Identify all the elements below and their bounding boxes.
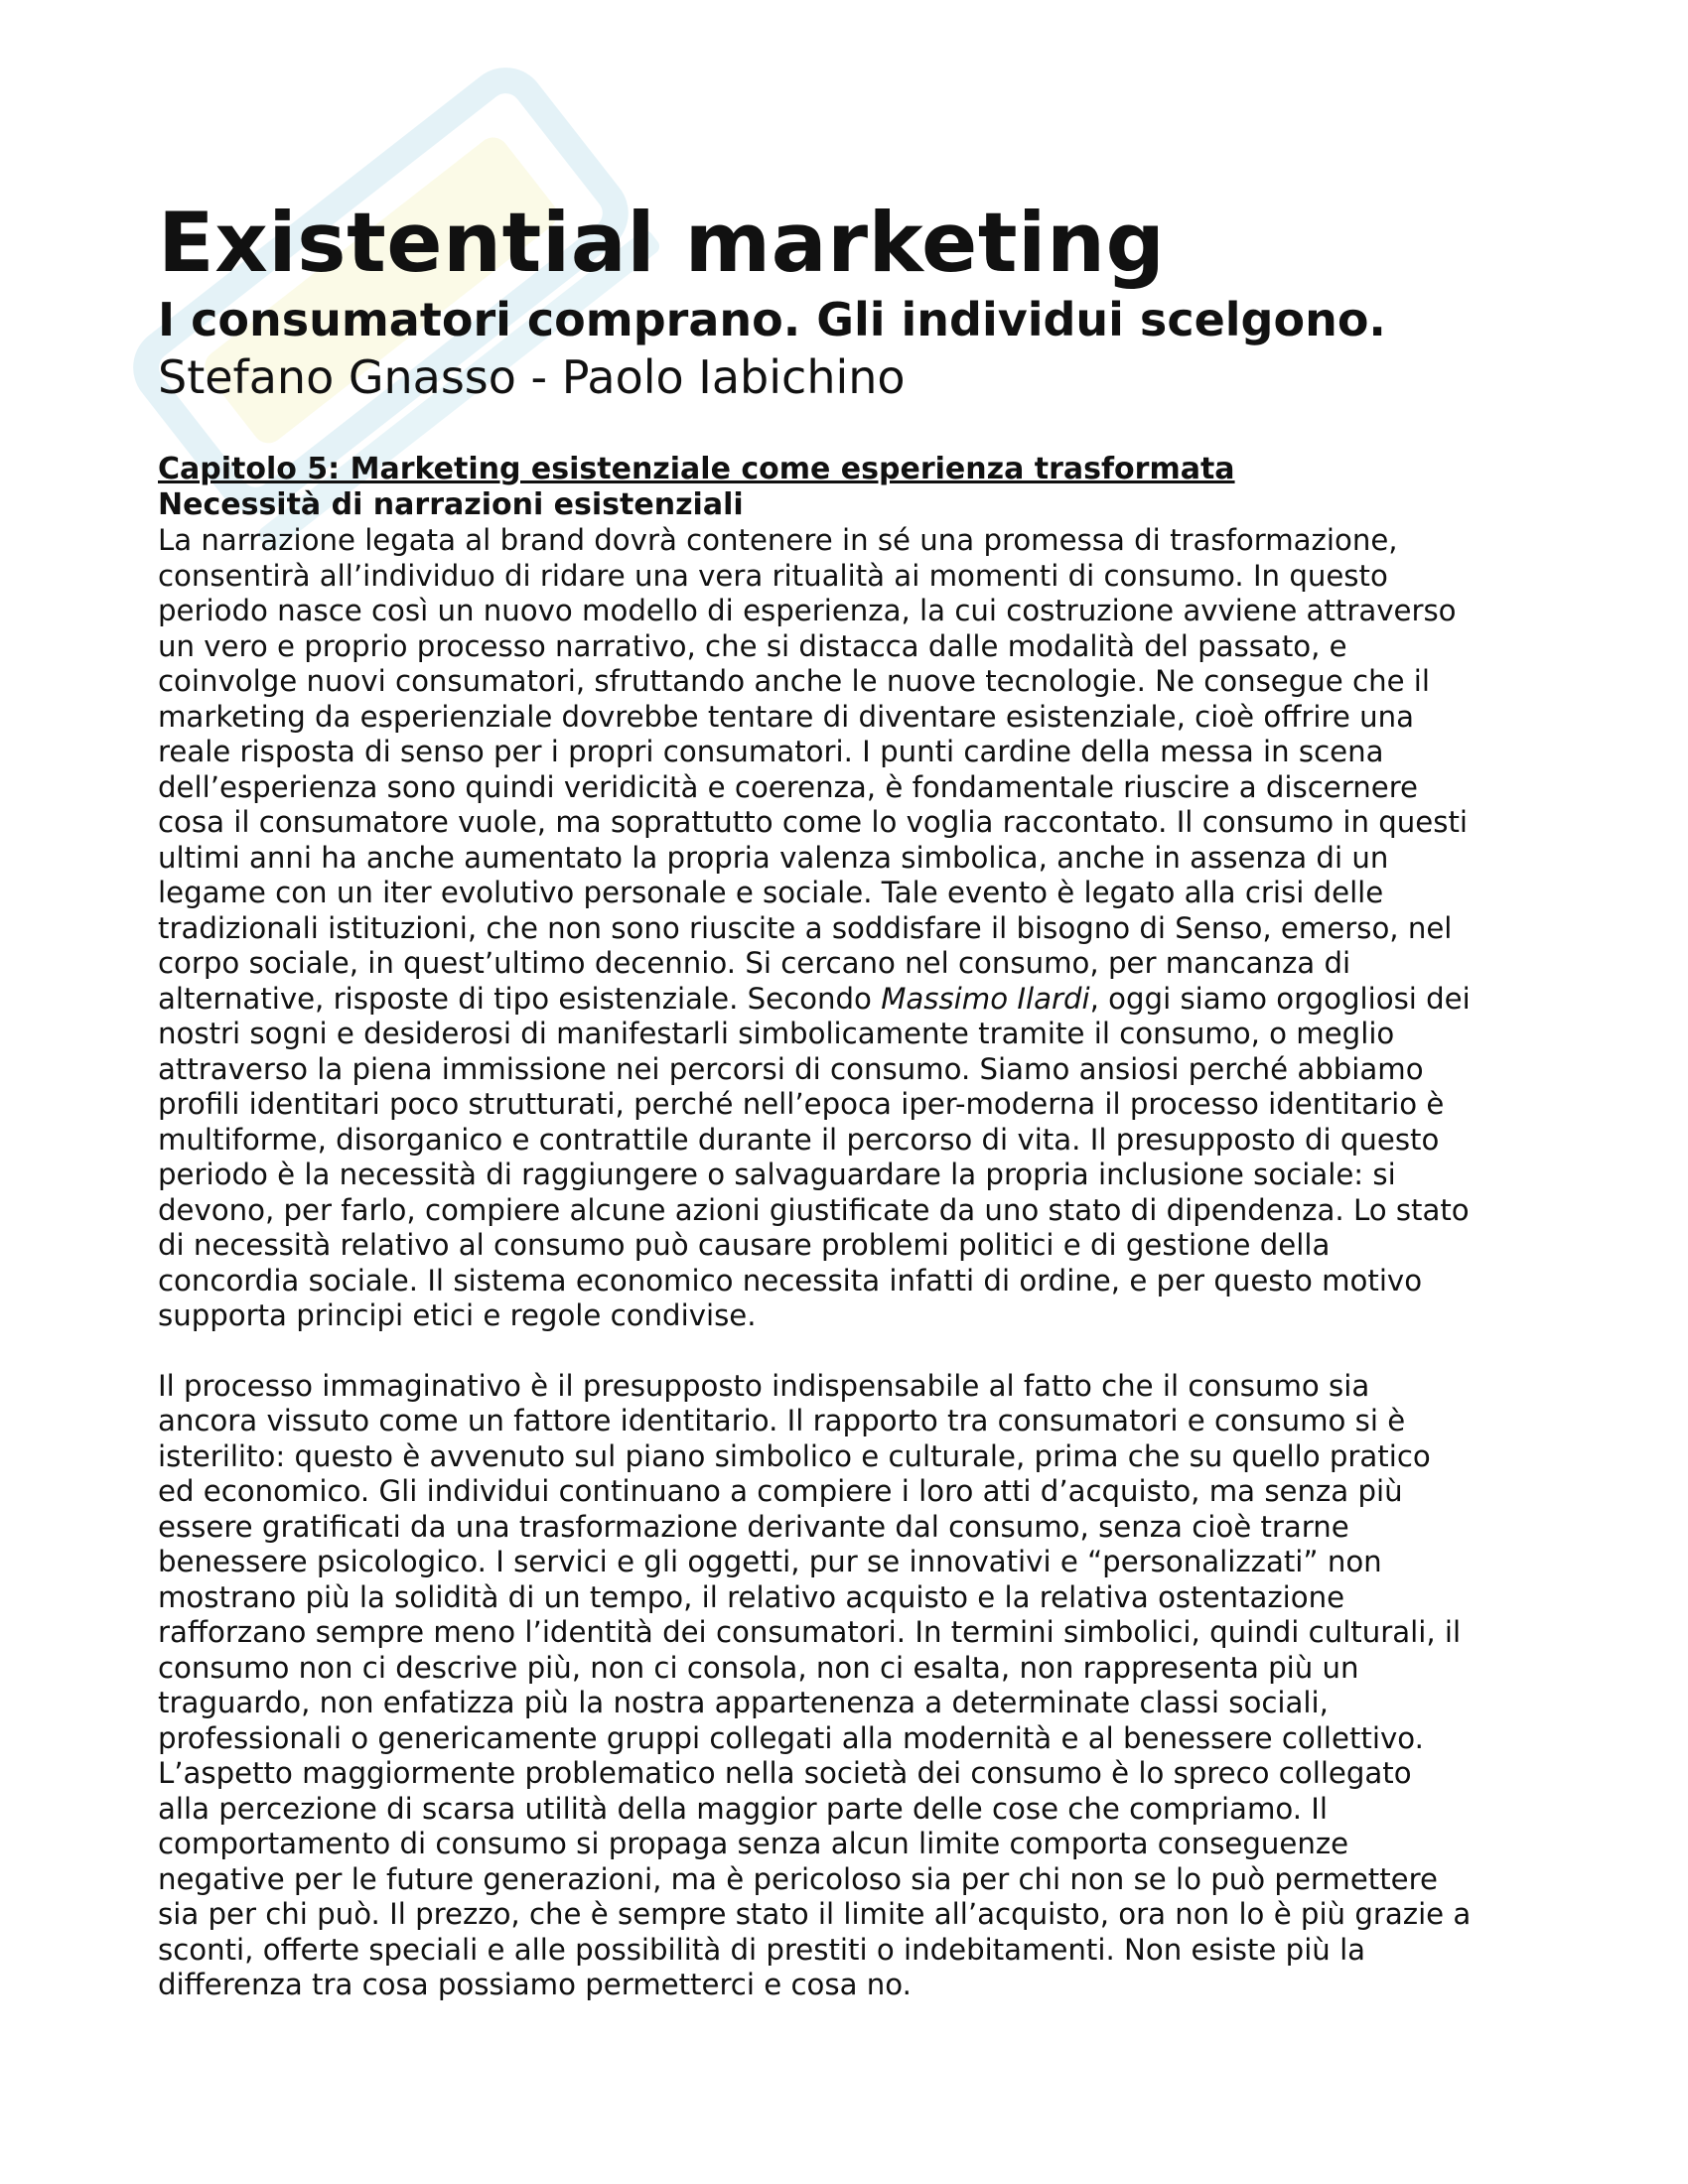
paragraph-line: professionali o genericamente gruppi collegati alla modernità e al benessere collettivo. [158, 1720, 1424, 1755]
paragraph-line: L’aspetto maggiormente problematico nella società dei consumo è lo spreco collegato [158, 1756, 1412, 1790]
paragraph-line: La narrazione legata al brand dovrà contenere in sé una promessa di trasformazione, [158, 523, 1398, 557]
paragraph-line: cosa il consumatore vuole, ma soprattutto come lo voglia raccontato. Il consumo in questi [158, 805, 1468, 839]
paragraph-line: essere gratificati da una trasformazione derivante dal consumo, senza cioè trarne [158, 1509, 1349, 1544]
paragraph-line: Il processo immaginativo è il presupposto indispensabile al fatto che il consumo sia [158, 1368, 1370, 1403]
document-title: Existential marketing [158, 195, 1166, 291]
paragraph-line: mostrano più la solidità di un tempo, il relativo acquisto e la relativa ostentazione [158, 1579, 1345, 1614]
paragraph-line: ultimi anni ha anche aumentato la propria valenza simbolica, anche in assenza di un [158, 840, 1389, 875]
paragraph-line: rafforzano sempre meno l’identità dei consumatori. In termini simbolici, quindi culturali, il [158, 1615, 1462, 1649]
paragraph-line: ed economico. Gli individui continuano a compiere i loro atti d’acquisto, ma senza più [158, 1474, 1403, 1508]
paragraph-line: periodo è la necessità di raggiungere o salvaguardare la propria inclusione sociale: si [158, 1158, 1396, 1191]
paragraph-line: nostri sogni e desiderosi di manifestarli simbolicamente tramite il consumo, o meglio [158, 1017, 1395, 1050]
paragraph-1 [158, 523, 1548, 1334]
paragraph-spacer [158, 1334, 1548, 1369]
paragraph-line: profili identitari poco strutturati, perché nell’epoca iper-moderna il processo identitario è [158, 1087, 1445, 1121]
paragraph-line-with-citation [158, 982, 1548, 1018]
document-authors: Stefano Gnasso - Paolo Iabichino [158, 350, 906, 404]
paragraph-line: sia per chi può. Il prezzo, che è sempre stato il limite all’acquisto, ora non lo è più grazie a [158, 1897, 1472, 1931]
line-text: alternative, risposte di tipo esistenziale. Secondo [158, 981, 882, 1016]
paragraph-line: reale risposta di senso per i propri consumatori. I punti cardine della messa in scena [158, 735, 1384, 768]
paragraph-line: consumo non ci descrive più, non ci consola, non ci esalta, non rappresenta più un [158, 1650, 1359, 1685]
paragraph-line: attraverso la piena immissione nei percorsi di consumo. Siamo ansiosi perché abbiamo [158, 1051, 1424, 1086]
paragraph-line: ancora vissuto come un fattore identitario. Il rapporto tra consumatori e consumo si è [158, 1404, 1406, 1437]
document-subtitle: I consumatori comprano. Gli individui scelgono. [158, 293, 1386, 346]
paragraph-line: negative per le future generazioni, ma è pericoloso sia per chi non se lo può permettere [158, 1861, 1438, 1896]
section-heading: Necessità di narrazioni esistenziali [158, 487, 744, 522]
paragraph-line: un vero e proprio processo narrativo, che si distacca dalle modalità del passato, e [158, 628, 1347, 663]
cited-author: Massimo Ilardi [881, 981, 1090, 1016]
paragraph-line: sconti, offerte speciali e alle possibilità di prestiti o indebitamenti. Non esiste più la [158, 1932, 1366, 1967]
paragraph-line: concordia sociale. Il sistema economico necessita infatti di ordine, e per questo motivo [158, 1263, 1423, 1297]
paragraph-line: comportamento di consumo si propaga senza alcun limite comporta conseguenze [158, 1827, 1349, 1860]
document-page [158, 194, 1548, 2003]
paragraph-line: corpo sociale, in quest’ultimo decennio. Si cercano nel consumo, per mancanza di [158, 946, 1351, 980]
paragraph-line: dell’esperienza sono quindi veridicità e coerenza, è fondamentale riuscire a discernere [158, 769, 1419, 804]
paragraph-line: supporta principi etici e regole condivise. [158, 1298, 757, 1332]
paragraph-line: marketing da esperienziale dovrebbe tentare di diventare esistenziale, cioè offrire una [158, 699, 1414, 734]
paragraph-line: benessere psicologico. I servici e gli oggetti, pur se innovativi e “personalizzati” non [158, 1545, 1382, 1578]
paragraph-line: coinvolge nuovi consumatori, sfruttando anche le nuove tecnologie. Ne consegue che il [158, 664, 1431, 698]
paragraph-line: alla percezione di scarsa utilità della maggior parte delle cose che compriamo. Il [158, 1791, 1328, 1826]
paragraph-line: tradizionali istituzioni, che non sono riuscite a soddisfare il bisogno di Senso, emerso, nel [158, 910, 1453, 945]
paragraph-line: devono, per farlo, compiere alcune azioni giustificate da uno stato di dipendenza. Lo stato [158, 1192, 1470, 1227]
paragraph-line: legame con un iter evolutivo personale e sociale. Tale evento è legato alla crisi delle [158, 876, 1384, 909]
chapter-heading: Capitolo 5: Marketing esistenziale come esperienza trasformata [158, 452, 1235, 486]
paragraph-2 [158, 1369, 1548, 2003]
paragraph-line: periodo nasce così un nuovo modello di esperienza, la cui costruzione avviene attraverso [158, 594, 1457, 627]
paragraph-line: consentirà all’individuo di ridare una vera ritualità ai momenti di consumo. In questo [158, 558, 1388, 593]
paragraph-line: isterilito: questo è avvenuto sul piano simbolico e culturale, prima che su quello pratico [158, 1438, 1431, 1473]
line-text: , oggi siamo orgogliosi dei [1089, 981, 1471, 1016]
paragraph-line: traguardo, non enfatizza più la nostra appartenenza a determinate classi sociali, [158, 1686, 1329, 1719]
paragraph-line: differenza tra cosa possiamo permetterci e cosa no. [158, 1968, 912, 2001]
paragraph-line: multiforme, disorganico e contrattile durante il percorso di vita. Il presupposto di questo [158, 1122, 1440, 1157]
paragraph-line: di necessità relativo al consumo può causare problemi politici e di gestione della [158, 1228, 1331, 1262]
